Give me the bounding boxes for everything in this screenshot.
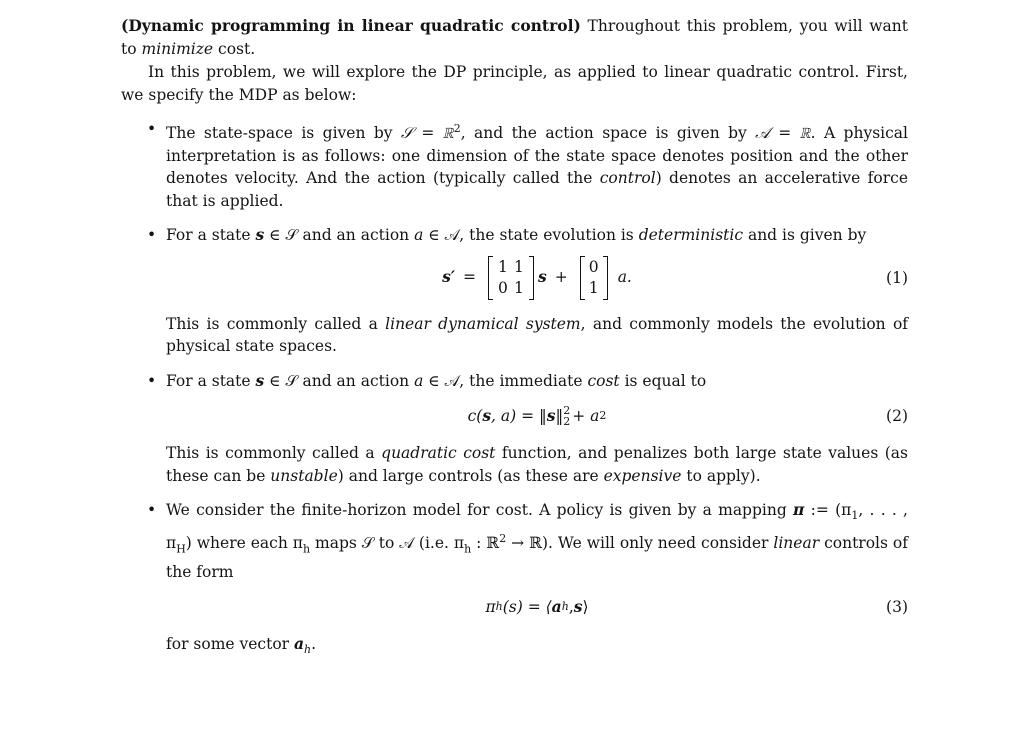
mdp-spec-list: [121, 118, 908, 662]
equation-number-2: (2): [886, 406, 908, 425]
problem-title: (Dynamic programming in linear quadratic control): [121, 16, 581, 35]
list-item-cost: • For a state s ∈ 𝒮 and an action a ∈ 𝒜, the immediate cost is equal to c( s , a) = ‖ s ‖ 2 2 + a 2 (2) This is commonly called a quadratic cost function, and penalizes both large state values (as these can be unstable) and large controls (as these are expensive to apply).: [166, 370, 908, 488]
equation-2: c( s , a) = ‖ s ‖ 2 2 + a 2 (2): [467, 404, 908, 429]
list-item-state-evolution: • For a state s ∈ 𝒮 and an action a ∈ 𝒜, the state evolution is deterministic and is given by s′ = 1 1 0 1 s + 0 1 a. (1) This is commonly called a linear dynamical system, and commonly models the evolution of physical state spaces.: [166, 224, 908, 358]
list-item-policy: • We consider the finite-horizon model for cost. A policy is given by a mapping π := ($\pi_1$, . . . , $\pi_H$) where each $\pi_h$ maps 𝒮 to 𝒜 (i.e. $\pi_h$ : ℝ$^2$ → ℝ). We will only need consider linear controls of the form π h (s) = ⟨ a h , s ⟩ (3) for some vector $a_h$.: [166, 499, 908, 661]
equation-number-3: (3): [886, 597, 908, 616]
equation-3: π h (s) = ⟨ a h , s ⟩ (3): [166, 589, 908, 625]
control-vector: 0 1: [580, 256, 608, 300]
equation-1: s′ = 1 1 0 1 s + 0 1 a. (1): [166, 251, 908, 305]
problem-page: [121, 15, 908, 674]
list-item-state-space: • The state-space is given by 𝒮 = ℝ$^2$, and the action space is given by 𝒜 = ℝ. A physical interpretation is as follows: one dimension of the state space denotes position and the other denotes velocity. And the action (typically called the control) denotes an accelerative force that is applied.: [166, 118, 908, 212]
problem-statement: (Dynamic programming in linear quadratic control) Throughout this problem, you will want to minimize cost.: [121, 16, 908, 58]
equation-number-1: (1): [886, 268, 908, 287]
intro-paragraph: In this problem, we will explore the DP principle, as applied to linear quadratic control. First, we specify the MDP as below:: [121, 63, 908, 104]
transition-matrix: 1 1 0 1: [488, 256, 534, 300]
